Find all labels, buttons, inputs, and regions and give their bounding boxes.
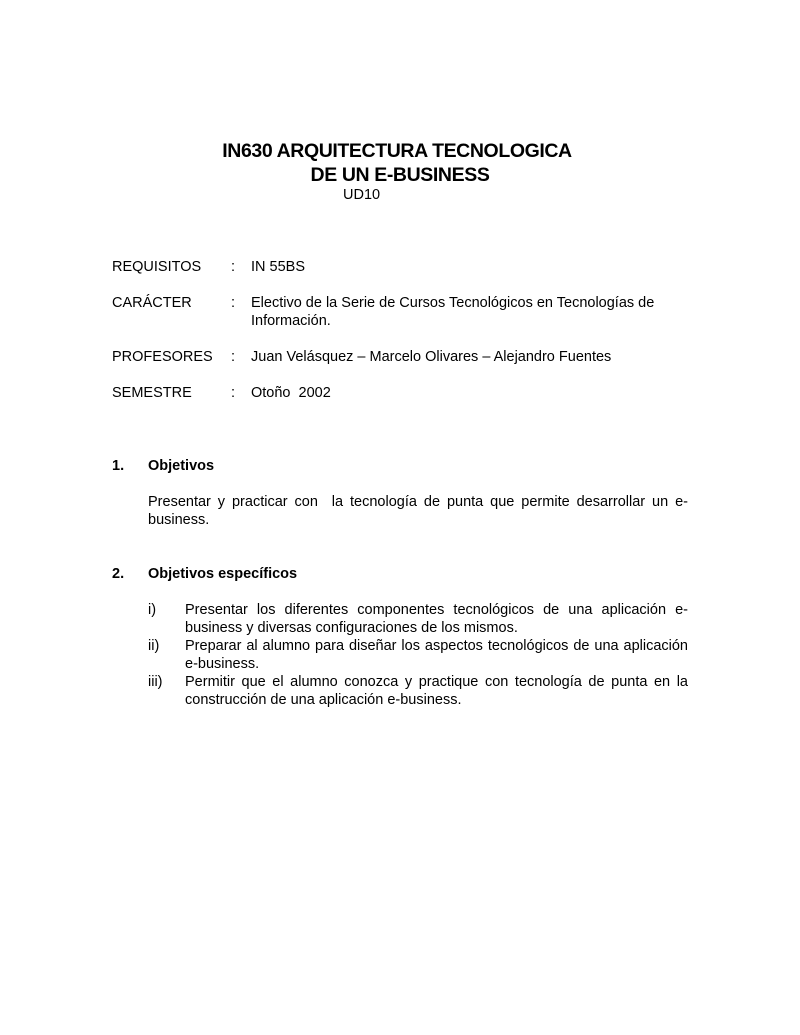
field-label: PROFESORES — [112, 349, 213, 365]
field-value: Juan Velásquez – Marcelo Olivares – Alejandro Fuentes — [251, 349, 612, 365]
field-label: CARÁCTER — [112, 295, 192, 311]
list-item-text: Presentar los diferentes componentes tecnológicos de una aplicación e-business y diversas configuraciones de los mismos. — [185, 602, 688, 636]
list-item-marker: iii) — [148, 674, 163, 690]
list-item-text: Preparar al alumno para diseñar los aspectos tecnológicos de una aplicación e-business. — [185, 638, 688, 672]
section-1-number: 1. — [112, 458, 125, 474]
section-2-number: 2. — [112, 566, 125, 582]
list-item-marker: ii) — [148, 638, 160, 654]
field-value: IN 55BS — [251, 259, 305, 275]
field-separator: : — [231, 295, 236, 311]
field-value: Otoño 2002 — [251, 385, 331, 401]
field-value: Electivo de la Serie de Cursos Tecnológicos en Tecnologías de Información. — [251, 295, 659, 329]
section-1-title: Objetivos — [148, 458, 215, 474]
field-separator: : — [231, 349, 236, 365]
course-code: UD10 — [343, 187, 381, 203]
field-label: REQUISITOS — [112, 259, 202, 275]
field-separator: : — [231, 385, 236, 401]
list-item-marker: i) — [148, 602, 157, 618]
course-title-line-2: DE UN E-BUSINESS — [310, 164, 490, 186]
field-label: SEMESTRE — [112, 385, 192, 401]
field-separator: : — [231, 259, 236, 275]
list-item-text: Permitir que el alumno conozca y practique con tecnología de punta en la construcción de una aplicación e-business. — [185, 674, 688, 708]
section-1-text: Presentar y practicar con la tecnología de punta que permite desarrollar un e-business. — [148, 494, 688, 528]
section-2-title: Objetivos específicos — [148, 566, 298, 582]
course-title-line-1: IN630 ARQUITECTURA TECNOLOGICA — [222, 140, 572, 162]
